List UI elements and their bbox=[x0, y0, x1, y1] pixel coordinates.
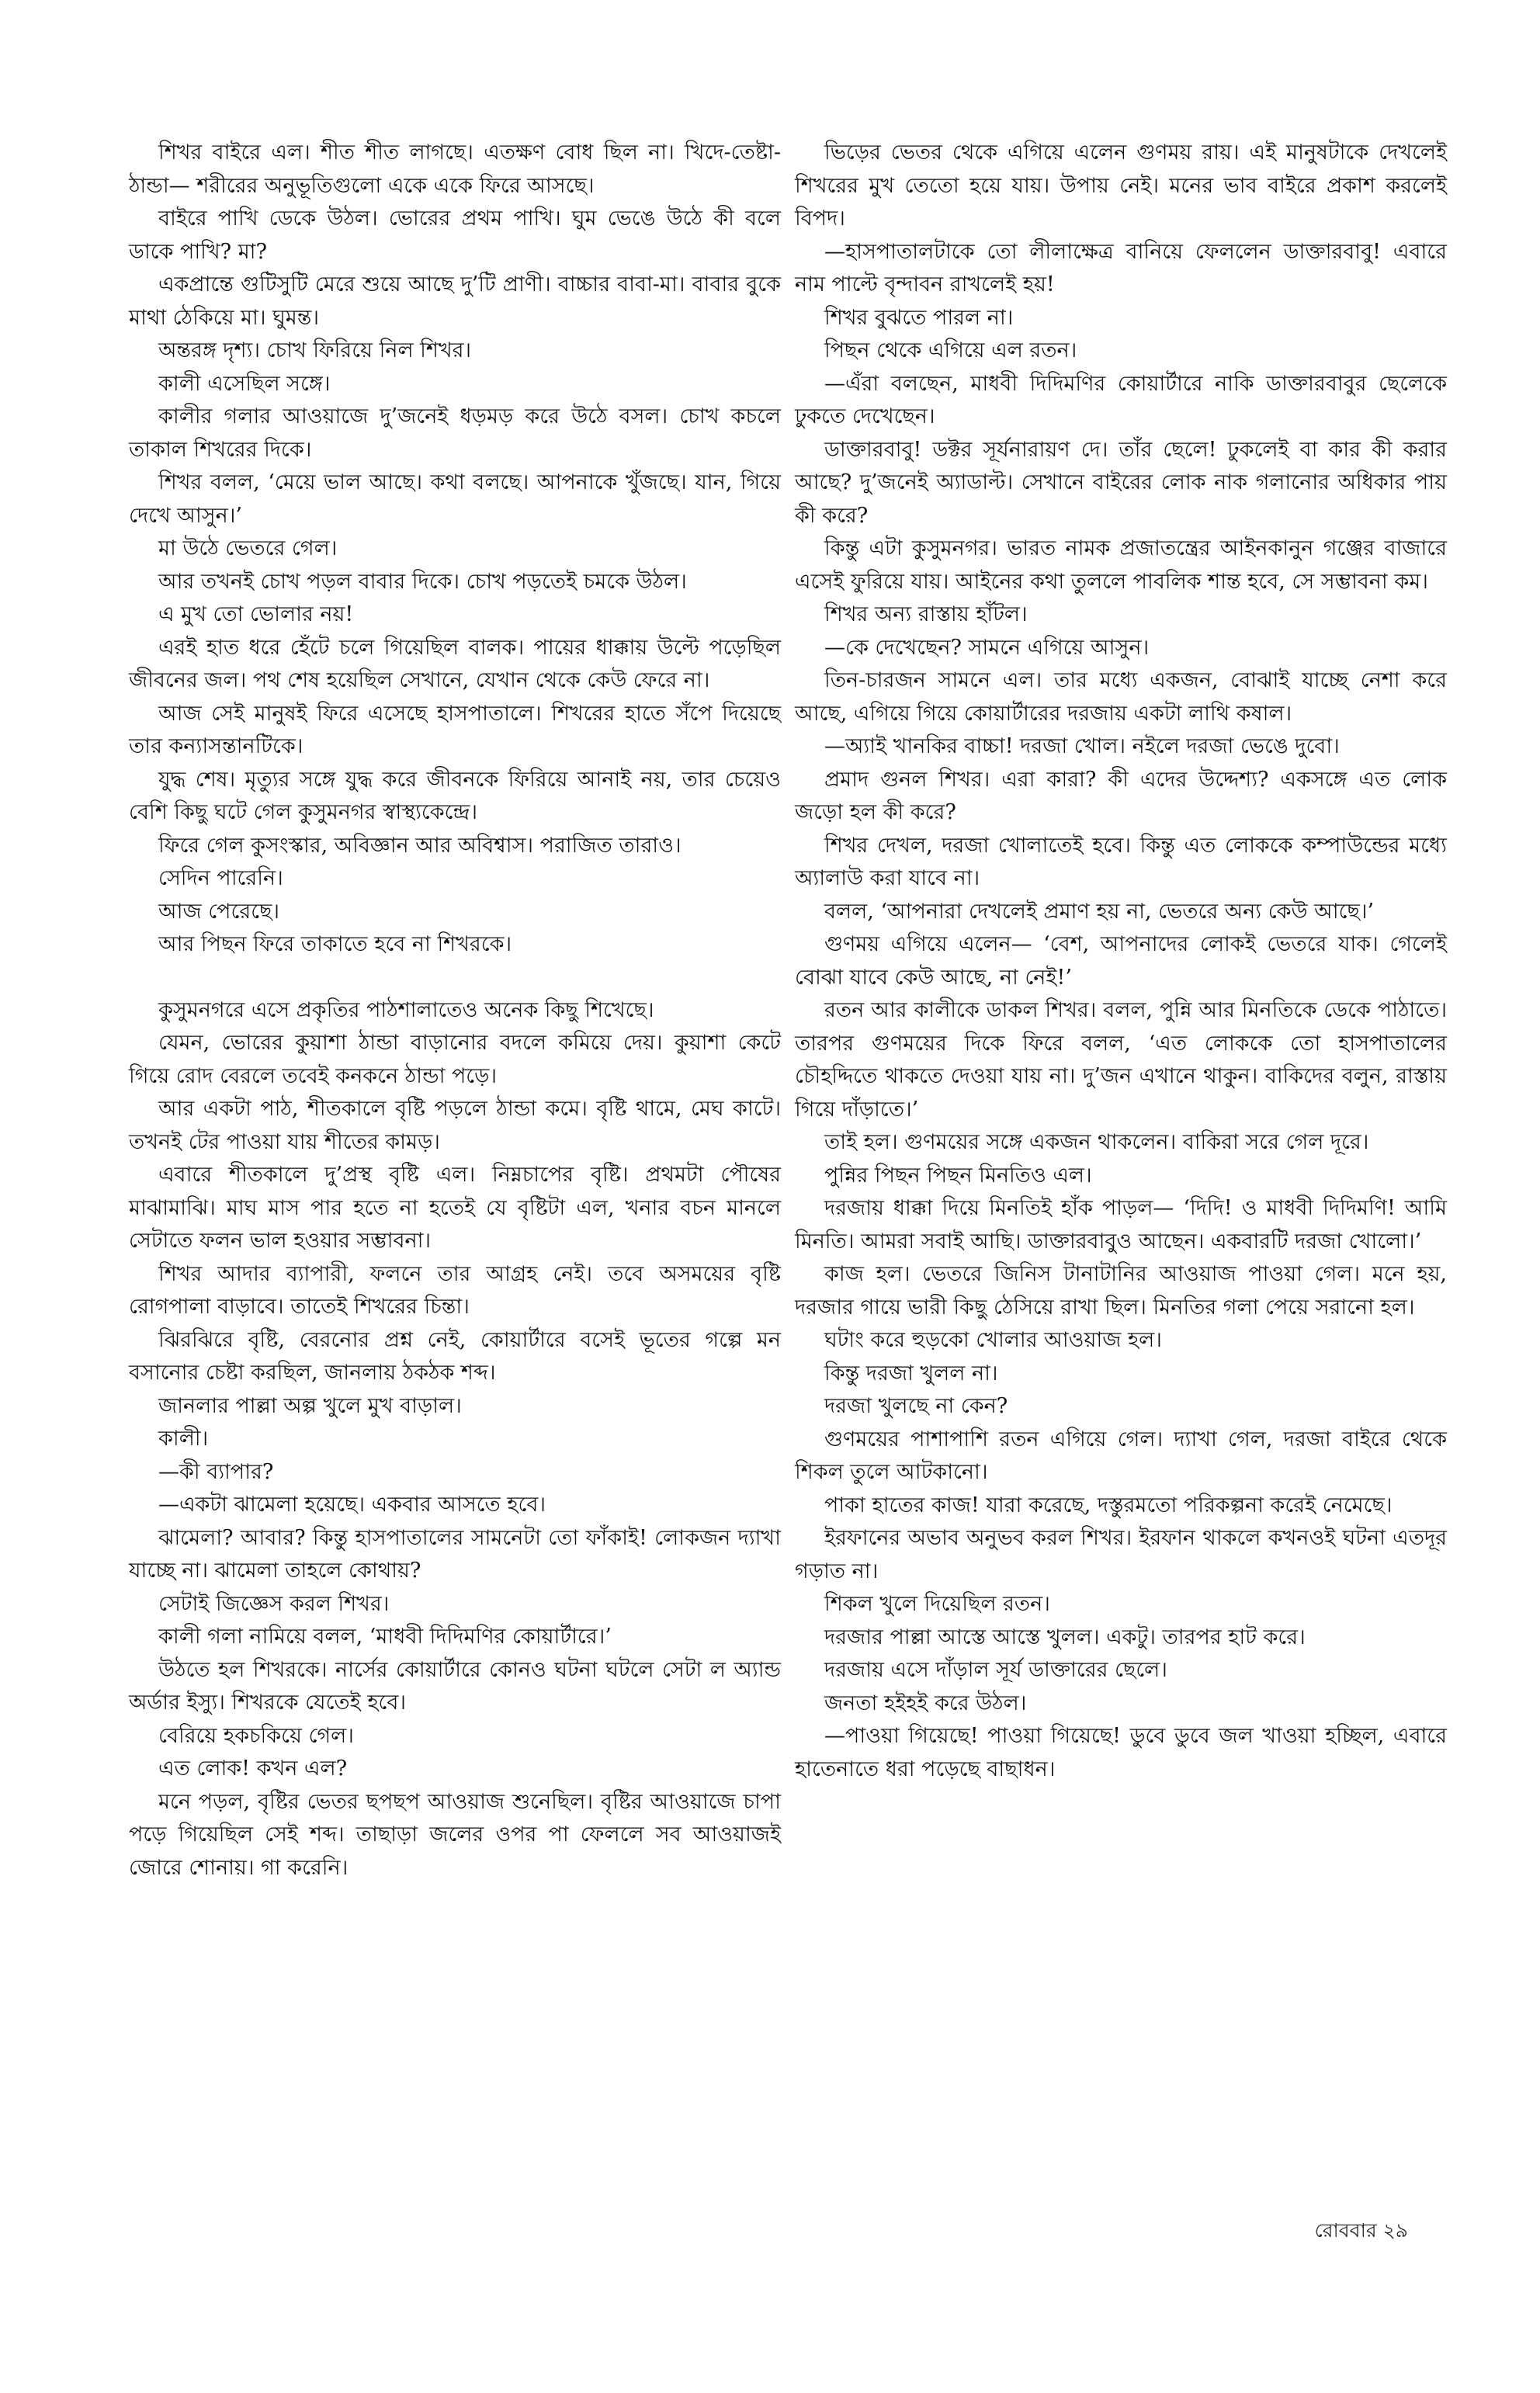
paragraph: কালীর গলার আওয়াজে দু’জনেই ধড়মড় করে উঠে বসল। চোখ কচলে তাকাল শিখরের দিকে। bbox=[129, 404, 781, 462]
paragraph: শিখর আদার ব্যাপারী, ফলনে তার আগ্রহ নেই। তবে অসময়ের বৃষ্টি রোগপালা বাড়াবে। তাতেই শিখরের চিন্তা। bbox=[129, 1261, 781, 1319]
paragraph: আজ সেই মানুষই ফিরে এসেছে হাসপাতালে। শিখরের হাতে সঁপে দিয়েছে তার কন্যাসন্তানটিকে। bbox=[129, 701, 781, 758]
paragraph: কিন্তু দরজা খুলল না। bbox=[824, 1361, 998, 1386]
paragraph: মা উঠে ভেতরে গেল। bbox=[158, 536, 338, 560]
paragraph: গুণময়ের পাশাপাশি রতন এগিয়ে গেল। দ্যাখা গেল, দরজা বাইরে থেকে শিকল তুলে আটকানো। bbox=[795, 1427, 1447, 1484]
paragraph: এবারে শীতকালে দু’প্রস্থ বৃষ্টি এল। নিম্নচাপের বৃষ্টি। প্রথমটা পৌষের মাঝামাঝি। মাঘ মাস পার হতে না হতেই যে বৃষ্টিটা এল, খনার বচন মানলে সেটাতে ফলন ভাল হওয়ার সম্ভাবনা। bbox=[129, 1163, 781, 1253]
paragraph: এ মুখ তো ভোলার নয়! bbox=[158, 602, 354, 626]
paragraph: জানলার পাল্লা অল্প খুলে মুখ বাড়াল। bbox=[158, 1393, 462, 1418]
paragraph: জনতা হইহই করে উঠল। bbox=[824, 1691, 1027, 1715]
paragraph: বাইরে পাখি ডেকে উঠল। ভোরের প্রথম পাখি। ঘুম ভেঙে উঠে কী বলে ডাকে পাখি? মা? bbox=[129, 206, 781, 264]
paragraph: অন্তরঙ্গ দৃশ্য। চোখ ফিরিয়ে নিল শিখর। bbox=[158, 338, 472, 362]
paragraph: —হাসপাতালটাকে তো লীলাক্ষেত্র বানিয়ে ফেললেন ডাক্তারবাবু! এবারে নাম পাল্টে বৃন্দাবন রাখলেই হয়! bbox=[795, 239, 1447, 297]
paragraph: গুণময় এগিয়ে এলেন— ‘বেশ, আপনাদের লোকই ভেতরে যাক। গেলেই বোঝা যাবে কেউ আছে, না নেই!’ bbox=[795, 932, 1447, 990]
paragraph: শিকল খুলে দিয়েছিল রতন। bbox=[824, 1592, 1050, 1616]
paragraph: ইরফানের অভাব অনুভব করল শিখর। ইরফান থাকলে কখনওই ঘটনা এতদূর গড়াত না। bbox=[795, 1526, 1447, 1583]
paragraph: ঝামেলা? আবার? কিন্তু হাসপাতালের সামনেটা তো ফাঁকাই! লোকজন দ্যাখা যাচ্ছে না। ঝামেলা তাহলে কোথায়? bbox=[129, 1525, 781, 1583]
paragraph: যুদ্ধ শেষ। মৃত্যুর সঙ্গে যুদ্ধ করে জীবনকে ফিরিয়ে আনাই নয়, তার চেয়েও বেশি কিছু ঘটে গেল কুসুমনগর স্বাস্থ্যকেন্দ্রে। bbox=[129, 767, 781, 824]
paragraph: একপ্রান্তে গুটিসুটি মেরে শুয়ে আছে দু’টি প্রাণী। বাচ্চার বাবা-মা। বাবার বুকে মাথা ঠেকিয়ে মা। ঘুমন্ত। bbox=[129, 272, 781, 330]
paragraph: মনে পড়ল, বৃষ্টির ভেতর ছপছপ আওয়াজ শুনেছিল। বৃষ্টির আওয়াজে চাপা পড়ে গিয়েছিল সেই শব্দ। তাছাড়া জলের ওপর পা ফেললে সব আওয়াজই জোরে শোনায়। গা করেনি। bbox=[129, 1789, 781, 1880]
paragraph: আর তখনই চোখ পড়ল বাবার দিকে। চোখ পড়তেই চমকে উঠল। bbox=[158, 569, 687, 594]
paragraph: বেরিয়ে হকচকিয়ে গেল। bbox=[158, 1723, 354, 1748]
paragraph: কুসুমনগরে এসে প্রকৃতির পাঠশালাতেও অনেক কিছু শিখেছে। bbox=[158, 997, 654, 1022]
paragraph: তিন-চারজন সামনে এল। তার মধ্যে একজন, বোঝাই যাচ্ছে নেশা করে আছে, এগিয়ে গিয়ে কোয়ার্টারের দরজায় একটা লাথি কষাল। bbox=[795, 668, 1447, 726]
paragraph: এরই হাত ধরে হেঁটে চলে গিয়েছিল বালক। পায়ের ধাক্কায় উল্টে পড়েছিল জীবনের জল। পথ শেষ হয়েছিল সেখানে, যেখান থেকে কেউ ফেরে না। bbox=[129, 635, 781, 692]
paragraph: শিখর অন্য রাস্তায় হাঁটল। bbox=[824, 602, 1028, 626]
paragraph: শিখর দেখল, দরজা খোলাতেই হবে। কিন্তু এত লোককে কম্পাউন্ডের মধ্যে অ্যালাউ করা যাবে না। bbox=[795, 833, 1447, 890]
paragraph: শিখর বুঝতে পারল না। bbox=[824, 305, 1014, 330]
paragraph: আর একটা পাঠ, শীতকালে বৃষ্টি পড়লে ঠান্ডা কমে। বৃষ্টি থামে, মেঘ কাটে। তখনই টের পাওয়া যায় শীতের কামড়। bbox=[129, 1097, 781, 1154]
paragraph: সেটাই জিজ্ঞেস করল শিখর। bbox=[158, 1591, 390, 1616]
paragraph: পুন্নির পিছন পিছন মিনতিও এল। bbox=[824, 1163, 1092, 1188]
paragraph: কালী। bbox=[158, 1427, 209, 1451]
paragraph: —একটা ঝামেলা হয়েছে। একবার আসতে হবে। bbox=[158, 1493, 546, 1517]
paragraph: সেদিন পারেনি। bbox=[158, 866, 283, 890]
paragraph: —অ্যাই খানকির বাচ্চা! দরজা খোল। নইলে দরজা ভেঙে দুবো। bbox=[824, 734, 1340, 758]
paragraph: বলল, ‘আপনারা দেখলেই প্রমাণ হয় না, ভেতরে অন্য কেউ আছে।’ bbox=[824, 899, 1375, 924]
paragraph: পিছন থেকে এগিয়ে এল রতন। bbox=[824, 338, 1077, 362]
paragraph: ফিরে গেল কুসংস্কার, অবিজ্ঞান আর অবিশ্বাস। পরাজিত তারাও। bbox=[158, 833, 682, 858]
paragraph: ডাক্তারবাবু! ডক্টর সূর্যনারায়ণ দে। তাঁর ছেলে! ঢুকলেই বা কার কী করার আছে? দু’জনেই অ্যাডাল্ট। সেখানে বাইরের লোক নাক গলানোর অধিকার পায় কী করে? bbox=[795, 437, 1447, 528]
paragraph: এত লোক! কখন এল? bbox=[158, 1757, 348, 1781]
paragraph: দরজার পাল্লা আস্তে আস্তে খুলল। একটু। তারপর হাট করে। bbox=[824, 1625, 1306, 1649]
paragraph: দরজা খুলছে না কেন? bbox=[824, 1394, 1008, 1418]
paragraph: কালী এসেছিল সঙ্গে। bbox=[158, 371, 331, 396]
paragraph: —কে দেখেছেন? সামনে এগিয়ে আসুন। bbox=[824, 635, 1150, 660]
left-column bbox=[129, 137, 781, 1885]
paragraph: যেমন, ভোরের কুয়াশা ঠান্ডা বাড়ানোর বদলে কমিয়ে দেয়। কুয়াশা কেটে গিয়ে রোদ বেরলে তবেই কনকনে ঠান্ডা পড়ে। bbox=[129, 1031, 781, 1088]
right-column bbox=[795, 137, 1447, 1786]
paragraph: শিখর বাইরে এল। শীত শীত লাগছে। এতক্ষণ বোধ ছিল না। খিদে-তেষ্টা-ঠান্ডা— শরীরের অনুভূতিগুলো একে একে ফিরে আসছে। bbox=[129, 140, 781, 198]
paragraph: পাকা হাতের কাজ! যারা করেছে, দস্তুরমতো পরিকল্পনা করেই নেমেছে। bbox=[824, 1493, 1393, 1517]
paragraph: কালী গলা নামিয়ে বলল, ‘মাধবী দিদিমণির কোয়ার্টারে।’ bbox=[158, 1625, 612, 1649]
paragraph: আর পিছন ফিরে তাকাতে হবে না শিখরকে। bbox=[158, 932, 512, 956]
paragraph: দরজায় ধাক্কা দিয়ে মিনতিই হাঁক পাড়ল— ‘দিদি! ও মাধবী দিদিমণি! আমি মিনতি। আমরা সবাই আছি। ডাক্তারবাবুও আছেন। একবারটি দরজা খোলো।’ bbox=[795, 1196, 1447, 1254]
paragraph: —কী ব্যাপার? bbox=[158, 1459, 274, 1484]
paragraph: —পাওয়া গিয়েছে! পাওয়া গিয়েছে! ডুবে ডুবে জল খাওয়া হচ্ছিল, এবারে হাতেনাতে ধরা পড়েছে বাছাধন। bbox=[795, 1724, 1447, 1781]
paragraph: রতন আর কালীকে ডাকল শিখর। বলল, পুন্নি আর মিনতিকে ডেকে পাঠাতে। তারপর গুণময়ের দিকে ফিরে বলল, ‘এত লোককে তো হাসপাতালের চৌহদ্দিতে থাকতে দেওয়া যায় না। দু’জন এখানে থাকুন। বাকিদের বলুন, রাস্তায় গিয়ে দাঁড়াতে।’ bbox=[795, 998, 1447, 1122]
page-footer: রোববার ২৯ bbox=[1314, 2219, 1408, 2242]
paragraph: দরজায় এসে দাঁড়াল সূর্য ডাক্তারের ছেলে। bbox=[824, 1658, 1167, 1682]
paragraph: তাই হল। গুণময়ের সঙ্গে একজন থাকলেন। বাকিরা সরে গেল দূরে। bbox=[824, 1130, 1369, 1154]
paragraph: ভিড়ের ভেতর থেকে এগিয়ে এলেন গুণময় রায়। এই মানুষটাকে দেখলেই শিখরের মুখ তেতো হয়ে যায়। উপায় নেই। মনের ভাব বাইরে প্রকাশ করলেই বিপদ। bbox=[795, 140, 1447, 231]
paragraph: শিখর বলল, ‘মেয়ে ভাল আছে। কথা বলছে। আপনাকে খুঁজছে। যান, গিয়ে দেখে আসুন।’ bbox=[129, 470, 781, 528]
paragraph: প্রমাদ গুনল শিখর। এরা কারা? কী এদের উদ্দেশ্য? একসঙ্গে এত লোক জড়ো হল কী করে? bbox=[795, 767, 1447, 824]
paragraph: ঘটাং করে হুড়কো খোলার আওয়াজ হল। bbox=[824, 1328, 1162, 1352]
paragraph: কিন্তু এটা কুসুমনগর। ভারত নামক প্রজাতন্ত্রের আইনকানুন গঞ্জের বাজারে এসেই ফুরিয়ে যায়। আইনের কথা তুললে পাবলিক শান্ত হবে, সে সম্ভাবনা কম। bbox=[795, 536, 1447, 594]
paragraph: উঠতে হল শিখরকে। নার্সের কোয়ার্টারে কোনও ঘটনা ঘটলে সেটা ল অ্যান্ড অর্ডার ইস্যু। শিখরকে যেতেই হবে। bbox=[129, 1657, 781, 1715]
paragraph: ঝিরঝিরে বৃষ্টি, বেরনোর প্রশ্ন নেই, কোয়ার্টারে বসেই ভূতের গল্পে মন বসানোর চেষ্টা করছিল, জানলায় ঠকঠক শব্দ। bbox=[129, 1327, 781, 1385]
paragraph: কাজ হল। ভেতরে জিনিস টানাটানির আওয়াজ পাওয়া গেল। মনে হয়, দরজার গায়ে ভারী কিছু ঠেসিয়ে রাখা ছিল। মিনতির গলা পেয়ে সরানো হল। bbox=[795, 1262, 1447, 1320]
paragraph: আজ পেরেছে। bbox=[158, 899, 280, 924]
paragraph: —এঁরা বলছেন, মাধবী দিদিমণির কোয়ার্টারে নাকি ডাক্তারবাবুর ছেলেকে ঢুকতে দেখেছেন। bbox=[795, 371, 1447, 428]
